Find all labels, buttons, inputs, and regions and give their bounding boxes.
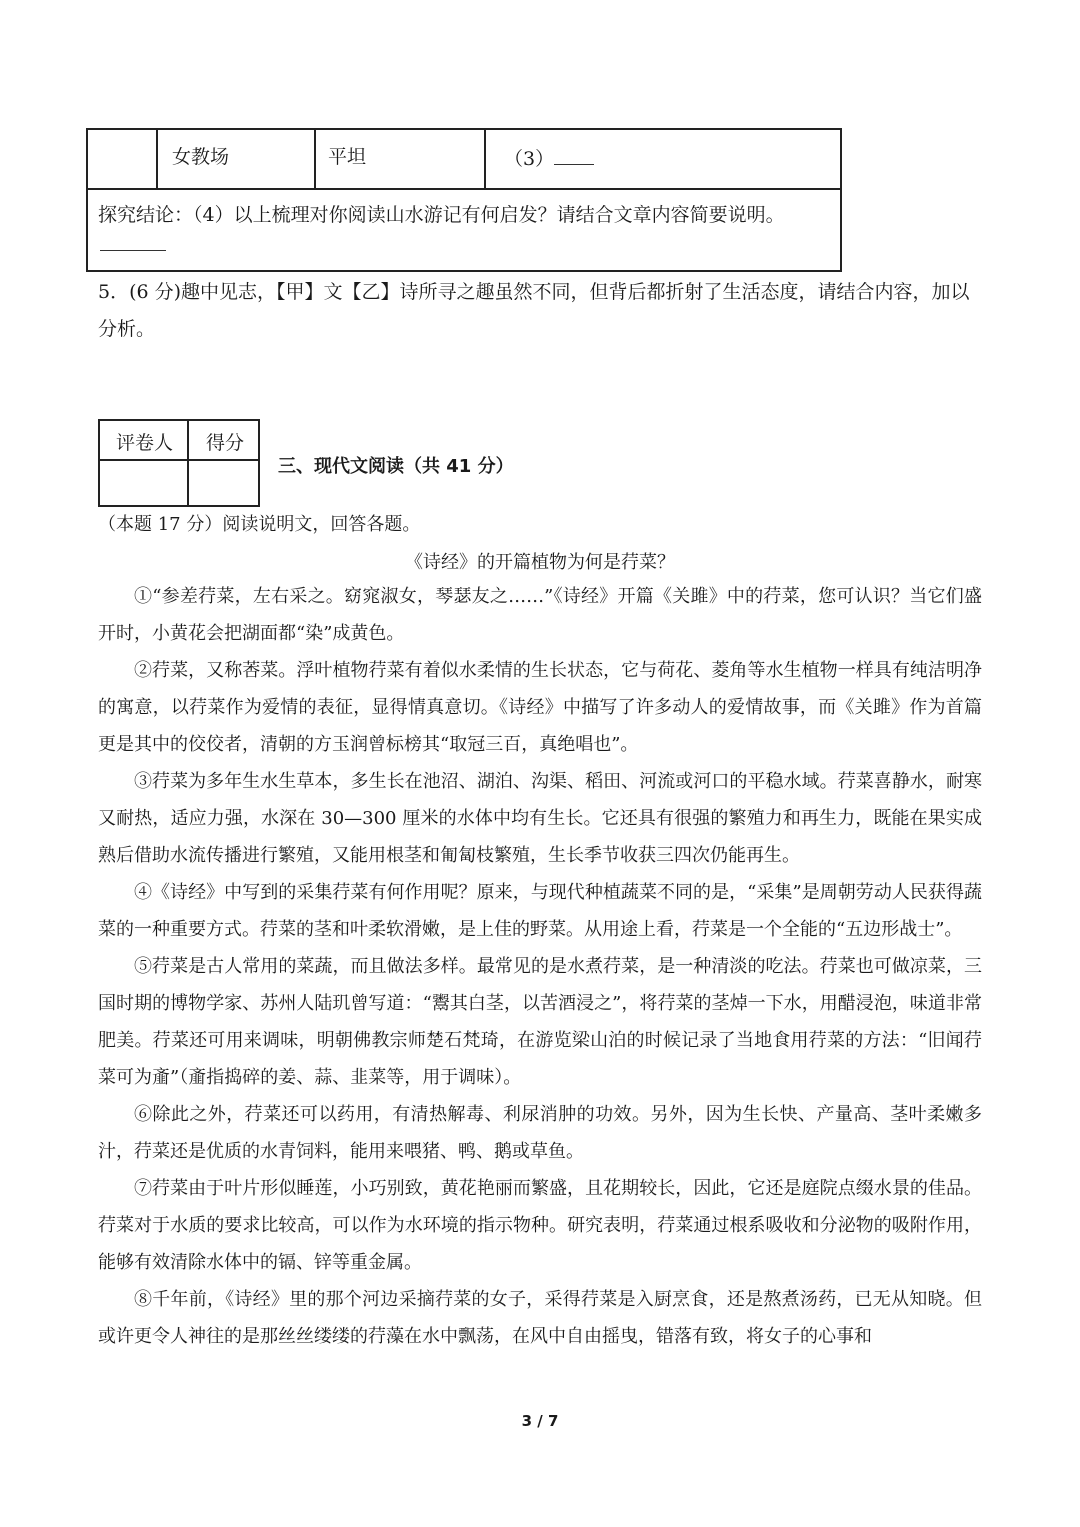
location-text: 女教场: [172, 146, 230, 168]
answer-3-number: （3）: [504, 148, 555, 170]
score-cell: [187, 419, 260, 461]
article-body: [98, 578, 982, 1355]
paragraph-4: ④《诗经》中写到的采集荇菜有何作用呢？原来，与现代种植蔬菜不同的是，“采集”是周朝劳动人民获得蔬菜的一种重要方式。荇菜的茎和叶柔软滑嫩，是上佳的野菜。从用途上看，荇菜是一个全能的“五边形战士”。: [98, 882, 982, 940]
table-cell-empty: [86, 128, 158, 190]
answer-3-label: [504, 144, 594, 171]
paragraph-2: ②荇菜，又称莕菜。浮叶植物荇菜有着似水柔情的生长状态，它与荷花、菱角等水生植物一样具有纯洁明净的寓意，以荇菜作为爱情的表征，显得情真意切。《诗经》中描写了许多动人的爱情故事，而《关雎》作为首篇更是其中的佼佼者，清朝的方玉润曾标榜其“取冠三百，真绝唱也”。: [98, 660, 982, 755]
paragraph-6: ⑥除此之外，荇菜还可以药用，有清热解毒、利尿消肿的功效。另外，因为生长快、产量高、茎叶柔嫩多汁，荇菜还是优质的水青饲料，能用来喂猪、鸭、鹅或草鱼。: [98, 1104, 982, 1162]
question-5: 5．(6 分)趣中见志，【甲】文【乙】诗所寻之趣虽然不同，但背后都折射了生活态度，请结合内容，加以分析。: [98, 281, 970, 340]
reviewer-cell: [98, 419, 189, 461]
article-title: 《诗经》的开篇植物为何是荇菜？: [405, 552, 675, 573]
conclusion-text: 探究结论：（4）以上梳理对你阅读山水游记有何启发？请结合文章内容简要说明。: [98, 204, 785, 226]
paragraph-5: ⑤荇菜是古人常用的菜蔬，而且做法多样。最常见的是水煮荇菜，是一种清淡的吃法。荇菜也可做凉菜，三国时期的博物学家、苏州人陆玑曾写道：“鬻其白茎，以苦酒浸之”，将荇菜的茎焯一下水，用醋浸泡，味道非常肥美。荇菜还可用来调味，明朝佛教宗师楚石梵琦，在游览梁山泊的时候记录了当地食用荇菜的方法：“旧闻荇菜可为齑”（齑指捣碎的姜、蒜、韭菜等，用于调味）。: [98, 956, 982, 1088]
section-title: 三、现代文阅读（共 41 分）: [278, 456, 514, 477]
answer-3-blank: [554, 164, 594, 165]
score-box: [98, 419, 260, 507]
table-cell-feature: [314, 128, 486, 190]
paragraph-1: ①“参差荇菜，左右采之。窈窕淑女，琴瑟友之……”《诗经》开篇《关雎》中的荇菜，您可认识？当它们盛开时，小黄花会把湖面都“染”成黄色。: [98, 586, 982, 644]
paragraph-7: ⑦荇菜由于叶片形似睡莲，小巧别致，黄花艳丽而繁盛，且花期较长，因此，它还是庭院点缀水景的佳品。荇菜对于水质的要求比较高，可以作为水环境的指示物种。研究表明，荇菜通过根系吸收和分泌物的吸附作用，能够有效清除水体中的镉、锌等重金属。: [98, 1178, 982, 1273]
conclusion-blank: [100, 250, 166, 251]
table-cell-location: [156, 128, 316, 190]
table-cell-answer-3: [484, 128, 842, 190]
reviewer-blank-cell: [98, 459, 189, 507]
feature-text: 平坦: [328, 146, 367, 168]
table-conclusion-cell: [86, 188, 842, 272]
score-label: 得分: [206, 432, 245, 454]
score-blank-cell: [187, 459, 260, 507]
section-intro: （本题 17 分）阅读说明文，回答各题。: [98, 514, 421, 535]
exploration-table: [86, 128, 842, 272]
page-number: 3 / 7: [521, 1412, 559, 1430]
paragraph-3: ③荇菜为多年生水生草本，多生长在池沼、湖泊、沟渠、稻田、河流或河口的平稳水域。荇菜喜静水，耐寒又耐热，适应力强，水深在 30—300 厘米的水体中均有生长。它还具有很强的繁殖力和再生力，既能在果实成熟后借助水流传播进行繁殖，又能用根茎和匍匐枝繁殖，生长季节收获三四次仍能再生。: [98, 771, 982, 866]
paragraph-8: ⑧千年前，《诗经》里的那个河边采摘荇菜的女子，采得荇菜是入厨烹食，还是熬煮汤药，已无从知晓。但或许更令人神往的是那丝丝缕缕的荇藻在水中飘荡，在风中自由摇曳，错落有致，将女子的心事和: [98, 1289, 982, 1347]
reviewer-label: 评卷人: [116, 432, 174, 454]
